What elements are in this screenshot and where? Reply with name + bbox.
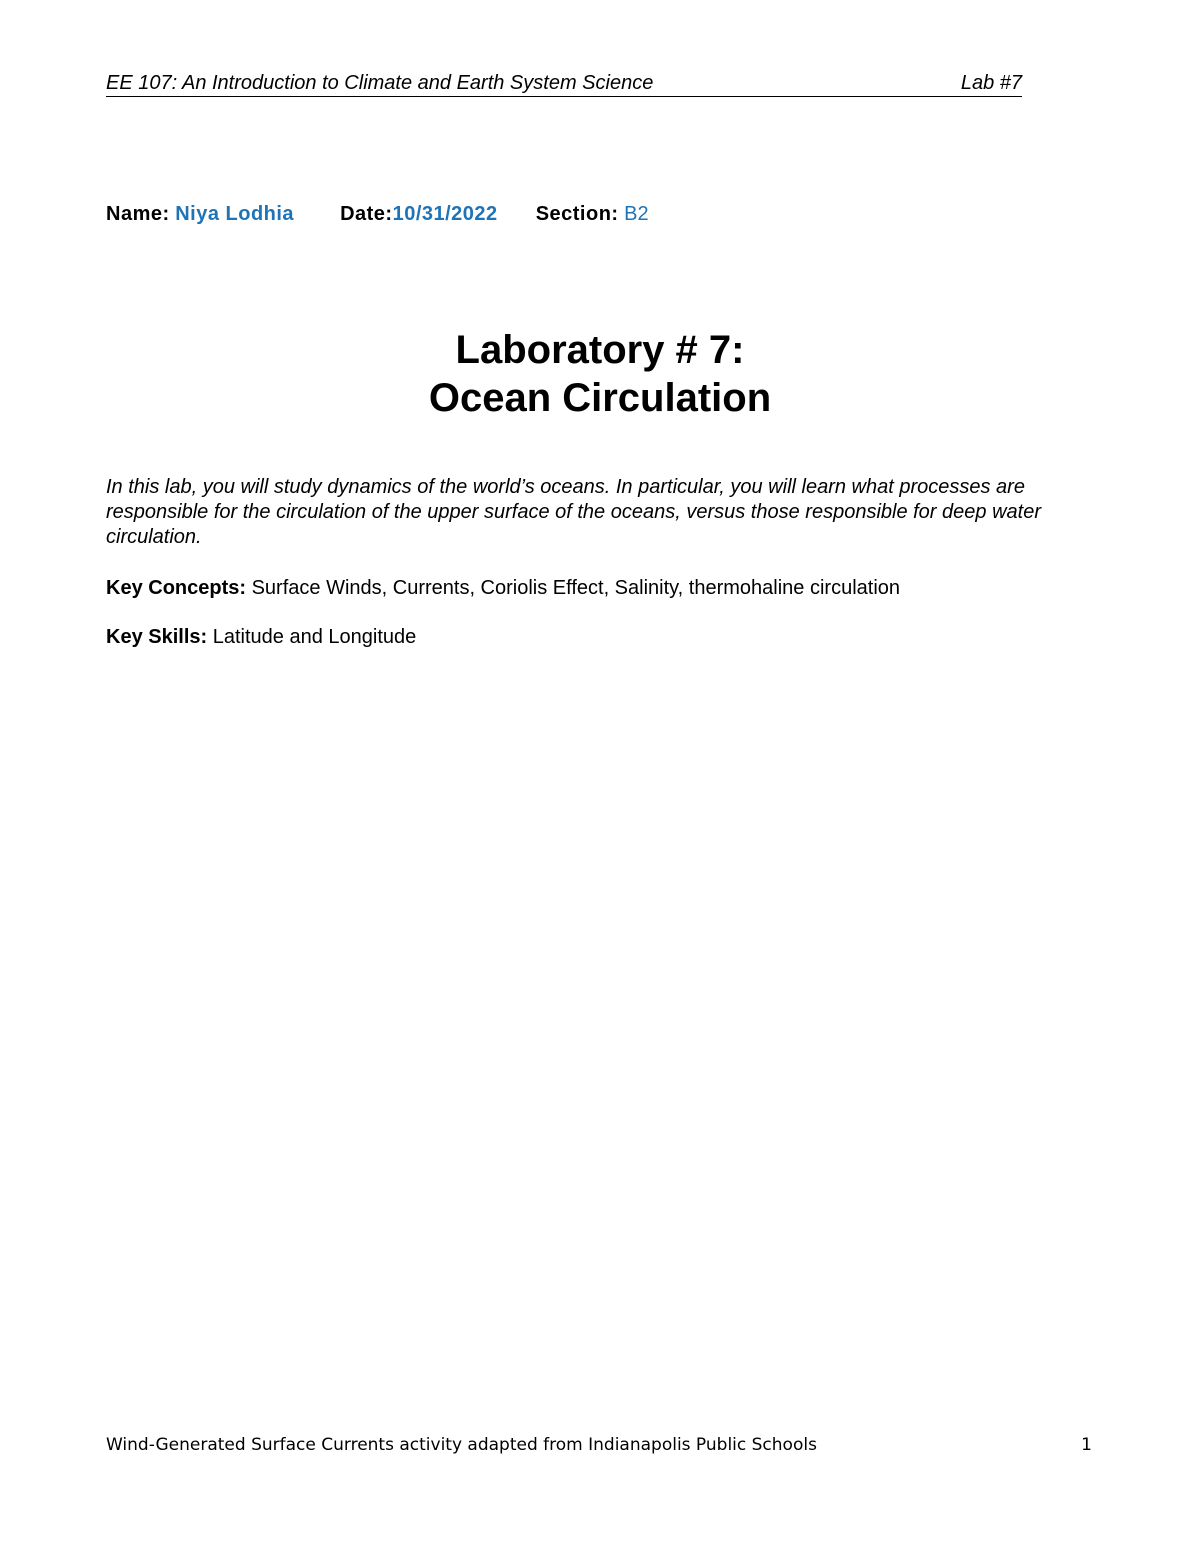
student-info <box>106 200 649 228</box>
section-value: B2 <box>624 203 649 225</box>
key-concepts-label: Key Concepts: <box>106 577 247 599</box>
page-header <box>106 70 1022 97</box>
name-value: Niya Lodhia <box>175 203 295 225</box>
title-line-2: Ocean Circulation <box>428 376 772 420</box>
title-line-1: Laboratory # 7: <box>455 328 745 372</box>
key-concepts <box>106 575 900 601</box>
key-skills-label: Key Skills: <box>106 626 208 648</box>
date-value: 10/31/2022 <box>392 203 498 225</box>
footer-note: Wind-Generated Surface Currents activity adapted from Indianapolis Public Schools <box>106 1435 817 1455</box>
lab-number: Lab #7 <box>960 72 1022 94</box>
intro-paragraph: In this lab, you will study dynamics of the world’s oceans. In particular, you will learn what processes are responsible for the circulation of the upper surface of the oceans, versus those responsible for deep water circulation. <box>106 476 1041 548</box>
date-label: Date: <box>340 203 393 225</box>
course-title: EE 107: An Introduction to Climate and Earth System Science <box>106 72 654 94</box>
section-label: Section: <box>535 203 619 225</box>
name-label: Name: <box>106 203 170 225</box>
key-skills-value: Latitude and Longitude <box>212 626 417 648</box>
page-number: 1 <box>1081 1435 1092 1455</box>
key-concepts-value: Surface Winds, Currents, Coriolis Effect, Salinity, thermohaline circulation <box>251 577 901 599</box>
page-title <box>0 326 1200 422</box>
key-skills <box>106 624 416 650</box>
